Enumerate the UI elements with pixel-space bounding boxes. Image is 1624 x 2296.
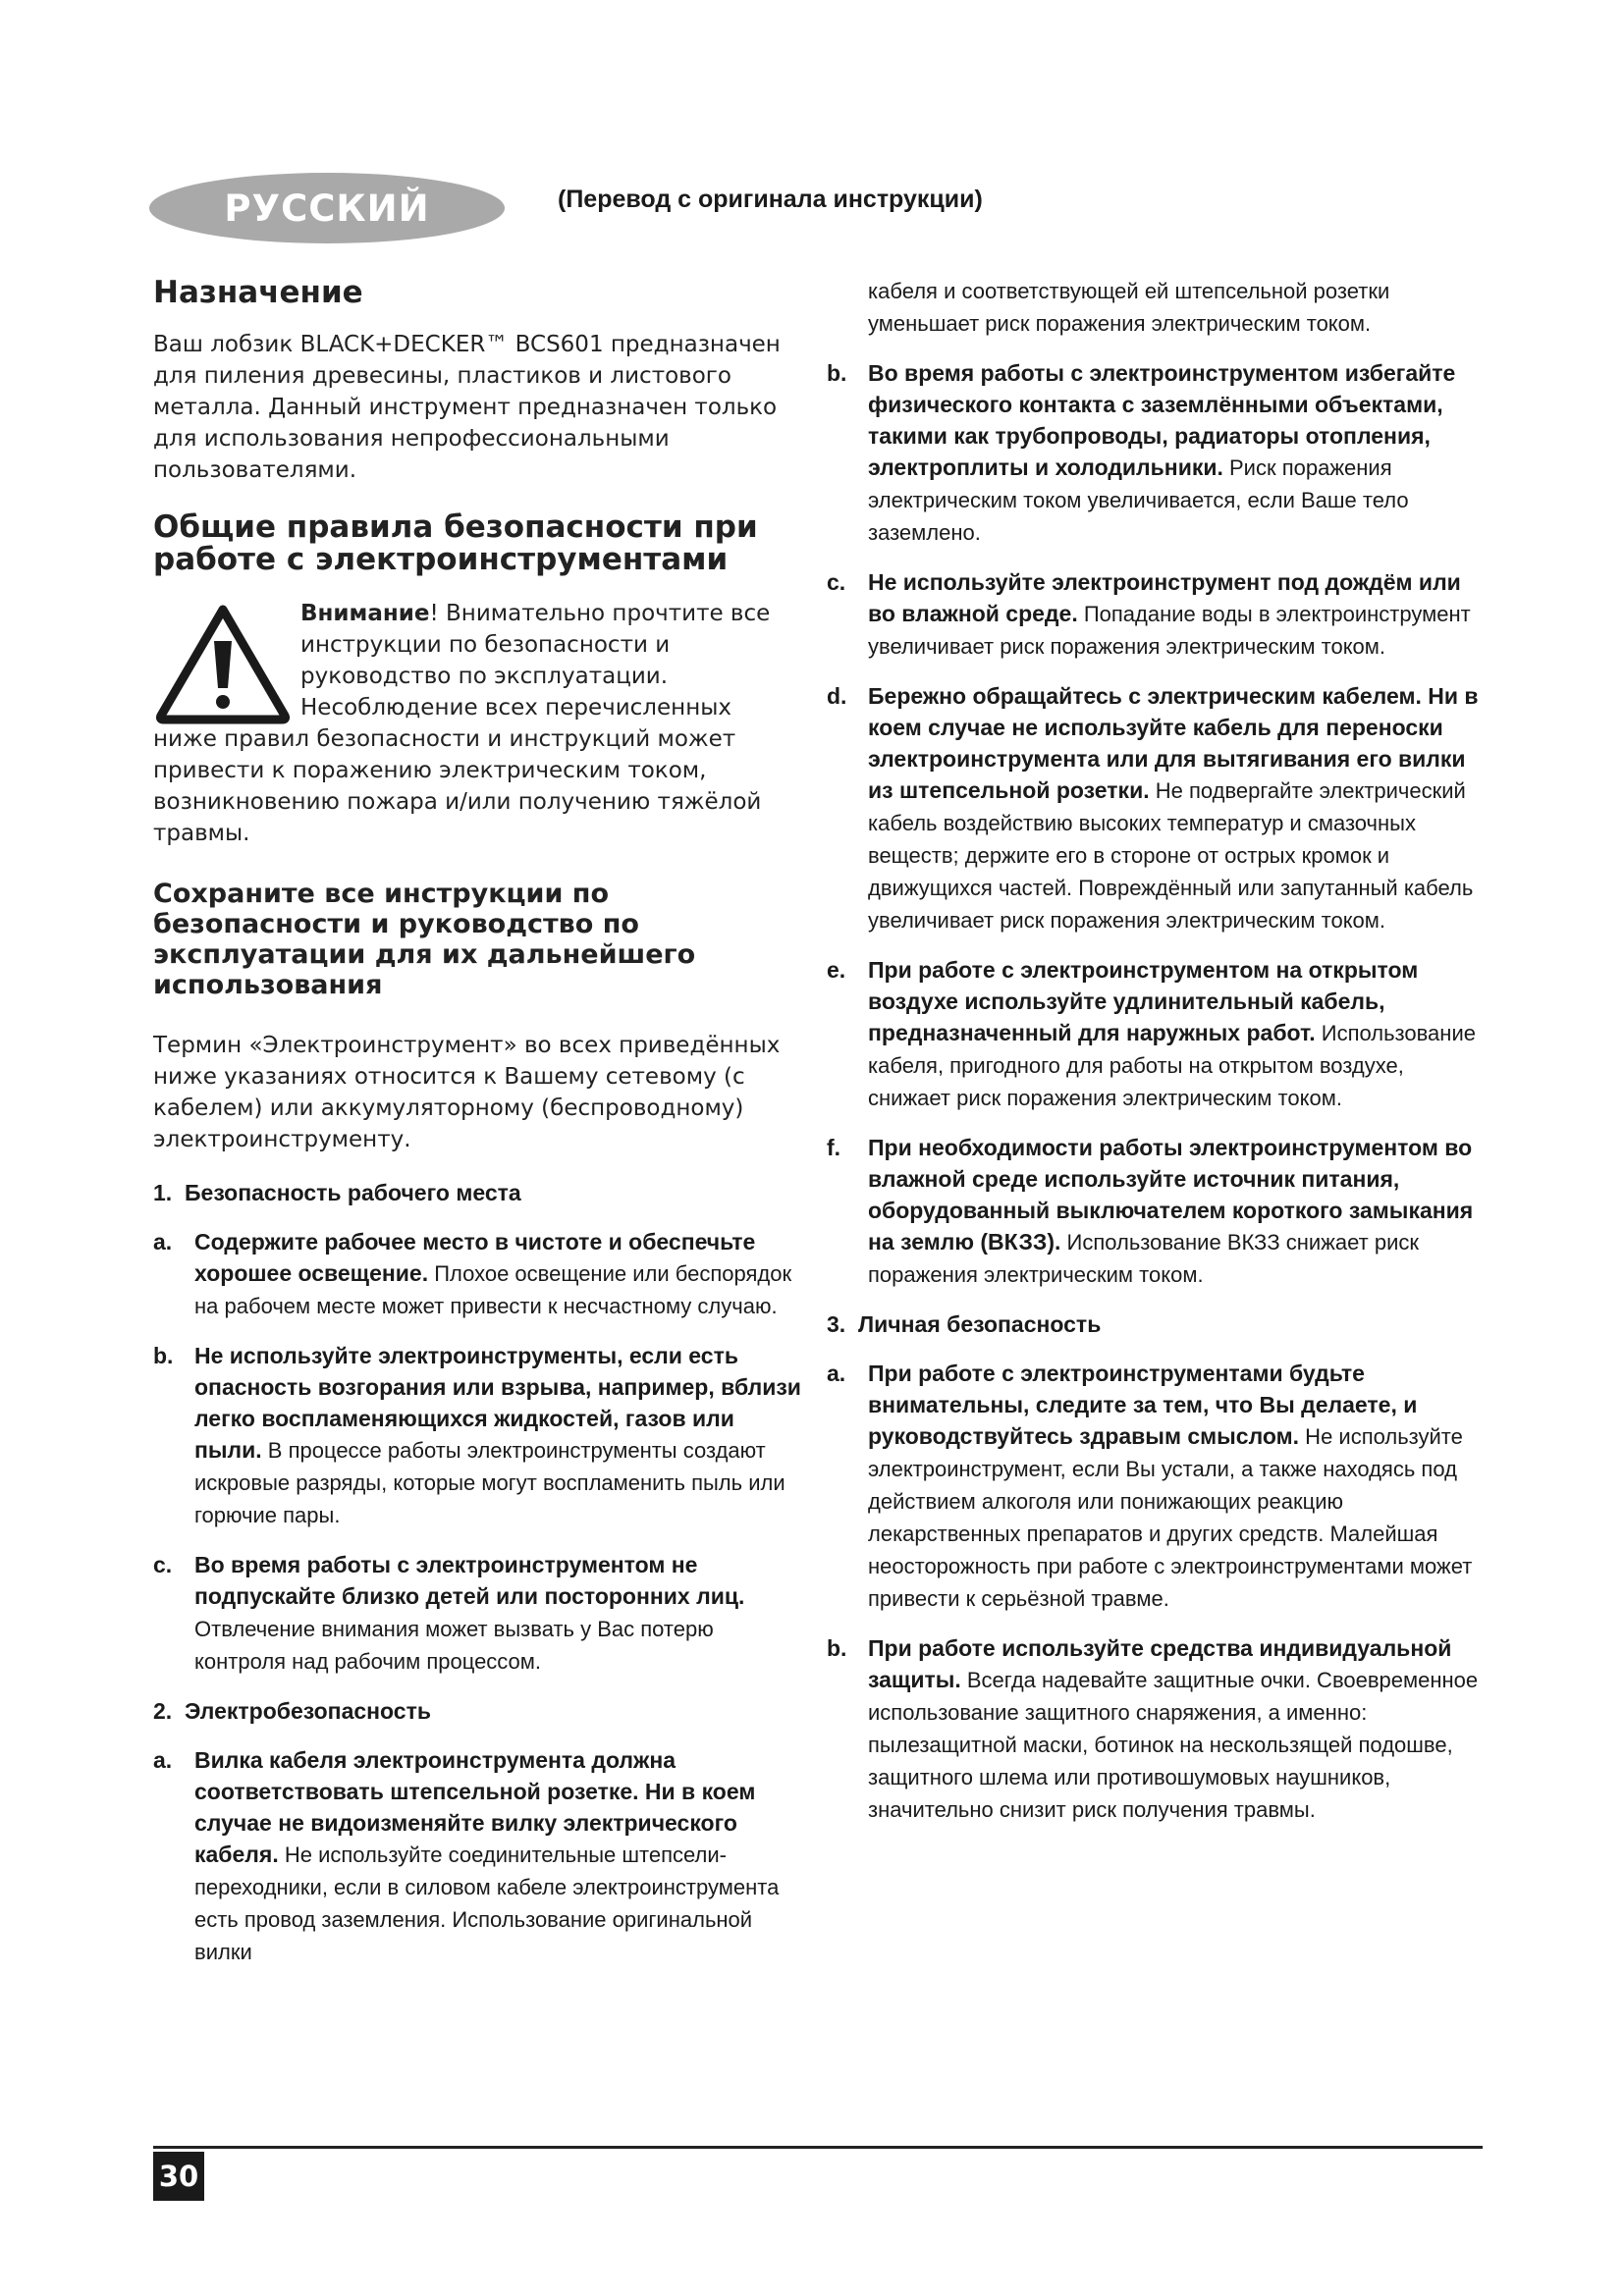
purpose-heading: Назначение [153, 275, 363, 310]
rule-2f-text: Использование ВКЗЗ снижает риск поражения электрическим током. [868, 1230, 1419, 1287]
page-number: 30 [153, 2152, 204, 2201]
rule-2b-text: Риск поражения электрическим током увеличивается, если Ваше тело заземлено. [868, 455, 1409, 545]
left-column [153, 273, 801, 1968]
rule-3a [827, 1358, 1490, 1615]
rule-1a [153, 1226, 801, 1322]
save-instructions-heading: Сохраните все инструкции по безопасности и руководство по эксплуатации для их дальнейшего использования [153, 879, 696, 1000]
warning-body: ! Внимательно прочтите все инструкции по безопасности и руководство по эксплуатации. Несоблюдение всех перечисленных ниже правил безопасности и инструкций может привести к поражению электрическим током, возникновению пожара и/или получению тяжёлой травмы. [153, 601, 771, 846]
rule-1a-bold: Содержите рабочее место в чистоте и обеспечьте хорошее освещение. [194, 1229, 756, 1286]
rule-2b-label: b. [827, 360, 847, 386]
rule-2f-label: f. [827, 1135, 841, 1160]
rule-1b [153, 1340, 801, 1531]
rule-2e-text: Использование кабеля, пригодного для работы на открытом воздухе, снижает риск поражения электрическим током. [868, 1021, 1476, 1110]
rule-2a-bold: Вилка кабеля электроинструмента должна соответствовать штепсельной розетке. Ни в коем случае не видоизменяйте вилку электрического кабеля. [194, 1747, 756, 1867]
footer-divider [153, 2146, 1483, 2149]
rule-1c [153, 1549, 801, 1678]
warning-triangle-icon [153, 602, 293, 725]
rule-2e-label: e. [827, 957, 846, 983]
general-safety-heading: Общие правила безопасности при работе с электроинструментами [153, 509, 758, 577]
rule-3b-label: b. [827, 1635, 847, 1661]
section-1-heading [153, 1177, 801, 1208]
rule-1b-label: b. [153, 1343, 174, 1368]
section-3-title: Личная безопасность [858, 1311, 1102, 1337]
translation-note: (Перевод с оригинала инструкции) [558, 186, 983, 213]
rule-3b-text: Всегда надевайте защитные очки. Своевременное использование защитного снаряжения, а именно: пылезащитной маски, ботинок на нескользящей подошве, защитного шлема или противошумовых наушников, значительно снизит риск получения травмы. [868, 1668, 1479, 1822]
rule-2a-continued-text: кабеля и соответствующей ей штепсельной розетки уменьшает риск поражения электрическим током. [868, 279, 1390, 336]
rule-3b [827, 1632, 1490, 1826]
rule-1a-label: a. [153, 1229, 173, 1255]
section-2-number: 2. [153, 1698, 173, 1724]
warning-block [153, 598, 801, 849]
section-2-title: Электробезопасность [185, 1698, 431, 1724]
rule-3a-text: Не используйте электроинструмент, если Вы устали, а также находясь под действием алкоголя или понижающих реакцию лекарственных препаратов и других средств. Малейшая неосторожность при работе с электроинструментами может привести к серьёзной травме. [868, 1424, 1473, 1611]
rule-2a-text: Не используйте соединительные штепсели-переходники, если в силовом кабеле электроинструмента есть провод заземления. Использование оригинальной вилки [194, 1842, 780, 1964]
rule-2b-bold: Во время работы с электроинструментом избегайте физического контакта с заземлёнными объектами, такими как трубопроводы, радиаторы отопления, электроплиты и холодильники. [868, 360, 1456, 480]
section-1-number: 1. [153, 1180, 173, 1205]
rule-3a-label: a. [827, 1361, 846, 1386]
rule-1b-text: В процессе работы электроинструменты создают искровые разряды, которые могут воспламенить пыль или горючие пары. [194, 1438, 785, 1527]
rule-2e-bold: При работе с электроинструментом на открытом воздухе используйте удлинительный кабель, предназначенный для наружных работ. [868, 957, 1419, 1045]
rule-2a-continued [827, 275, 1490, 340]
language-badge [149, 173, 505, 243]
rule-1c-text: Отвлечение внимания может вызвать у Вас потерю контроля над рабочим процессом. [194, 1617, 714, 1674]
section-1-title: Безопасность рабочего места [185, 1180, 521, 1205]
language-label: РУССКИЙ [224, 187, 430, 230]
warning-label: Внимание [300, 601, 430, 626]
rule-2e [827, 954, 1490, 1114]
purpose-text: Ваш лобзик BLACK+DECKER™ BCS601 предназначен для пиления древесины, пластиков и листового металла. Данный инструмент предназначен только для использования непрофессиональными пользователями. [153, 332, 781, 483]
rule-2b [827, 357, 1490, 549]
rule-2c-bold: Не используйте электроинструмент под дождём или во влажной среде. [868, 569, 1461, 626]
rule-2d-bold: Бережно обращайтесь с электрическим кабелем. Ни в коем случае не используйте кабель для переноски электроинструмента или для вытягивания его вилки из штепсельной розетки. [868, 683, 1479, 803]
section-2-heading [153, 1695, 801, 1727]
section-3-number: 3. [827, 1311, 846, 1337]
right-column [827, 275, 1490, 1826]
rule-2c-label: c. [827, 569, 846, 595]
rule-3a-bold: При работе с электроинструментами будьте внимательны, следите за тем, что Вы делаете, и руководствуйтесь здравым смыслом. [868, 1361, 1418, 1449]
rule-2a-label: a. [153, 1747, 173, 1773]
rule-1a-text: Плохое освещение или беспорядок на рабочем месте может привести к несчастному случаю. [194, 1261, 792, 1318]
rule-1c-bold: Во время работы с электроинструментом не подпускайте близко детей или посторонних лиц. [194, 1552, 745, 1609]
rule-2d-label: d. [827, 683, 847, 709]
rule-2f-bold: При необходимости работы электроинструментом во влажной среде используйте источник питания, оборудованный выключателем короткого замыкания на землю (ВКЗЗ). [868, 1135, 1474, 1255]
rule-1b-bold: Не используйте электроинструменты, если есть опасность возгорания или взрыва, например, вблизи легко воспламеняющихся жидкостей, газов или пыли. [194, 1343, 801, 1463]
rule-2d-text: Не подвергайте электрический кабель воздействию высоких температур и смазочных веществ; держите его в стороне от острых кромок и движущихся частей. Повреждённый или запутанный кабель увеличивает риск поражения электрическим током. [868, 778, 1474, 933]
rule-2d [827, 680, 1490, 936]
rule-2c [827, 566, 1490, 663]
rule-2f [827, 1132, 1490, 1291]
rule-1c-label: c. [153, 1552, 173, 1577]
rule-2a [153, 1744, 801, 1968]
rule-3b-bold: При работе используйте средства индивидуальной защиты. [868, 1635, 1452, 1692]
rule-2c-text: Попадание воды в электроинструмент увеличивает риск поражения электрическим током. [868, 602, 1471, 659]
term-text: Термин «Электроинструмент» во всех приведённых ниже указаниях относится к Вашему сетевому (с кабелем) или аккумуляторному (беспроводному) электроинструменту. [153, 1033, 781, 1152]
section-3-heading [827, 1308, 1490, 1340]
